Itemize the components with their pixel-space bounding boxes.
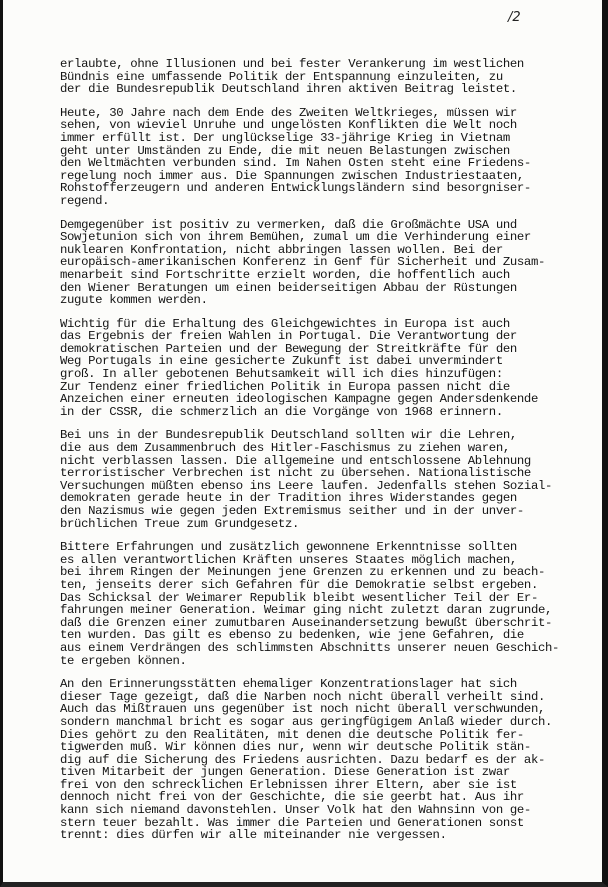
text-line: es allen verantwortlichen Kräften unseres Staates möglich machen,	[60, 552, 517, 567]
text-line: bei ihrem Ringen der Meinungen jene Grenzen zu erkennen und zu beach-	[60, 565, 546, 580]
page-number: /2	[508, 10, 521, 25]
text-line: Weg Portugals in eine gesicherte Zukunft ist dabei unvermindert	[60, 354, 503, 369]
text-line: daß die Grenzen einer zumutbaren Auseinandersetzung bewußt überschrit-	[60, 615, 553, 630]
text-line: tigwerden muß. Wir können dies nur, wenn wir deutsche Politik stän-	[60, 740, 531, 755]
text-line: te ergeben können.	[60, 653, 187, 668]
text-line: dieser Tage gezeigt, daß die Narben noch nicht überall verheilt sind.	[60, 689, 546, 704]
text-line: dennoch nicht frei von der Geschichte, die sie geerbt hat. Aus ihr	[60, 790, 524, 805]
text-line: terroristischer Verbrechen ist nicht zu übersehen. Nationalistische	[60, 466, 531, 481]
text-line: Bündnis eine umfassende Politik der Entspannung einzuleiten, zu	[60, 69, 503, 84]
text-line: europäisch-amerikanischen Konferenz in Genf für Sicherheit und Zusam-	[60, 255, 546, 270]
text-line: geht unter Umständen zu Ende, die mit neuen Belastungen zwischen	[60, 143, 510, 158]
paragraph	[60, 219, 572, 307]
text-line: Anzeichen einer erneuten ideologischen Kampagne gegen Andersdenkende	[60, 392, 538, 407]
paragraph	[60, 541, 572, 667]
text-line: groß. In aller gebotenen Behutsamkeit will ich dies hinzufügen:	[60, 367, 503, 382]
text-line: Demgegenüber ist positiv zu vermerken, daß die Großmächte USA und	[60, 217, 517, 232]
text-line: ten wurden. Das gilt es ebenso zu bedenken, wie jene Gefahren, die	[60, 628, 524, 643]
text-line: zugute kommen werden.	[60, 293, 208, 308]
text-line: Sowjetunion sich von ihrem Bemühen, zumal um die Verhinderung einer	[60, 230, 531, 245]
text-line: Wichtig für die Erhaltung des Gleichgewichtes in Europa ist auch	[60, 316, 510, 331]
text-line: nuklearen Konfrontation, nicht abbringen lassen wollen. Bei der	[60, 242, 503, 257]
text-line: nicht verblassen lassen. Die allgemeine und entschlossene Ablehnung	[60, 453, 531, 468]
text-line: Dies gehört zu den Realitäten, mit denen die deutsche Politik fer-	[60, 727, 524, 742]
text-line: regend.	[60, 193, 110, 208]
text-line: der die Bundesrepublik Deutschland ihren aktiven Beitrag leistet.	[60, 82, 517, 97]
text-line: Heute, 30 Jahre nach dem Ende des Zweiten Weltkrieges, müssen wir	[60, 105, 517, 120]
text-line: Rohstofferzeugern und anderen Entwicklungsländern sind besorgniser-	[60, 181, 531, 196]
text-line: erlaubte, ohne Illusionen und bei fester Verankerung im westlichen	[60, 57, 524, 71]
text-line: Versuchungen müßten ebenso ins Leere laufen. Jedenfalls stehen Sozial-	[60, 478, 553, 493]
paragraph	[60, 678, 572, 842]
paragraph	[60, 107, 572, 208]
text-line: den Nazismus wie gegen jeden Extremismus seither und in der unver-	[60, 504, 524, 518]
text-line: ten, jenseits derer sich Gefahren für die Demokratie selbst ergeben.	[60, 577, 538, 592]
text-line: aus einem Verdrängen des schlimmsten Abschnitts unserer neuen Geschich-	[60, 640, 560, 655]
text-line: Bittere Erfahrungen und zusätzlich gewonnene Erkenntnisse sollten	[60, 540, 517, 555]
text-line: tiven Mitarbeit der jungen Generation. Diese Generation ist zwar	[60, 765, 510, 780]
text-line: frei von den schrecklichen Erlebnissen ihrer Eltern, aber sie ist	[60, 777, 517, 792]
paragraph	[60, 58, 572, 96]
text-line: menarbeit sind Fortschritte erzielt worden, die hoffentlich auch	[60, 267, 510, 282]
text-line: trennt: dies dürfen wir alle miteinander nie vergessen.	[60, 828, 447, 843]
text-line: das Ergebnis der freien Wahlen in Portugal. Die Verantwortung der	[60, 329, 517, 344]
text-line: immer erfüllt ist. Der unglückselige 33-jährige Krieg in Vietnam	[60, 130, 510, 145]
text-line: den Weltmächten verbunden sind. Im Nahen Osten steht eine Friedens-	[60, 156, 531, 171]
text-line: demokratischen Parteien und der Bewegung der Streitkräfte für den	[60, 341, 517, 356]
text-line: die aus dem Zusammenbruch des Hitler-Faschismus zu ziehen waren,	[60, 441, 510, 456]
text-line: Bei uns in der Bundesrepublik Deutschland sollten wir die Lehren,	[60, 428, 517, 443]
text-line: Das Schicksal der Weimarer Republik bleibt wesentlicher Teil der Er-	[60, 590, 538, 605]
text-line: fahrungen meiner Generation. Weimar ging nicht zuletzt daran zugrunde,	[60, 603, 553, 618]
paragraph	[60, 318, 572, 419]
text-line: Auch das Mißtrauen uns gegenüber ist noch nicht überall verschwunden,	[60, 702, 546, 717]
text-line: regelung noch immer aus. Die Spannungen zwischen Industriestaaten,	[60, 168, 524, 183]
paragraph	[60, 429, 572, 530]
text-line: den Wiener Beratungen um einen beiderseitigen Abbau der Rüstungen	[60, 280, 517, 295]
text-line: dig auf die Sicherung des Friedens ausrichten. Dazu bedarf es der ak-	[60, 752, 546, 767]
text-line: sehen, von wieviel Unruhe und ungelösten Konflikten die Welt noch	[60, 118, 517, 133]
document-body	[60, 58, 572, 853]
text-line: An den Erinnerungsstätten ehemaliger Konzentrationslager hat sich	[60, 677, 517, 692]
text-line: Zur Tendenz einer friedlichen Politik in Europa passen nicht die	[60, 379, 510, 394]
text-line: sondern manchmal bricht es sogar aus geringfügigem Anlaß wieder durch.	[60, 714, 553, 729]
text-line: kann sich niemand davonstehlen. Unser Volk hat den Wahnsinn von ge-	[60, 803, 531, 818]
text-line: in der CSSR, die schmerzlich an die Vorgänge von 1968 erinnern.	[60, 404, 503, 419]
text-line: brüchlichen Treue zum Grundgesetz.	[60, 516, 299, 531]
text-line: stern teuer bezahlt. Was immer die Parteien und Generationen sonst	[60, 815, 524, 830]
text-line: demokraten gerade heute in der Tradition ihres Widerstandes gegen	[60, 491, 517, 506]
